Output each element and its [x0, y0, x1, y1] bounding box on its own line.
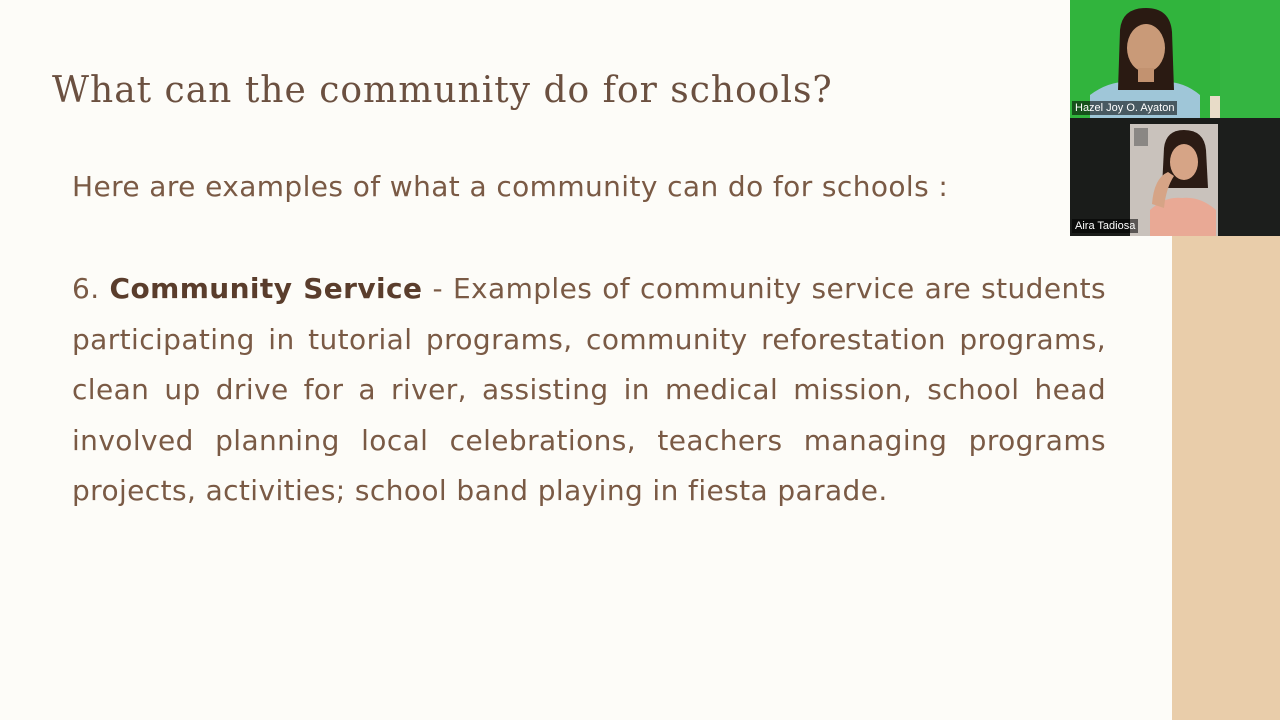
participant-name-label: Aira Tadiosa [1072, 219, 1138, 233]
slide-accent-panel [1172, 236, 1280, 720]
item-text: - Examples of community service are students participating in tutorial programs, community reforestation programs, clean up drive for a river, assisting in medical mission, school head involved planning local celebrations, teachers managing programs projects, activities; school band playing in fiesta parade. [72, 272, 1106, 507]
item-heading: Community Service [109, 272, 423, 305]
participant-video-tile[interactable] [1070, 118, 1220, 236]
item-number: 6. [72, 272, 100, 305]
video-tile-background [1220, 0, 1280, 118]
participant-video-tile[interactable] [1070, 0, 1220, 118]
slide-title: What can the community do for schools? [52, 70, 833, 111]
video-tile-background [1220, 118, 1280, 236]
slide-intro-text: Here are examples of what a community can do for schools : [72, 170, 949, 203]
slide-body-paragraph [72, 264, 1106, 517]
participant-name-label: Hazel Joy O. Ayaton [1072, 101, 1177, 115]
